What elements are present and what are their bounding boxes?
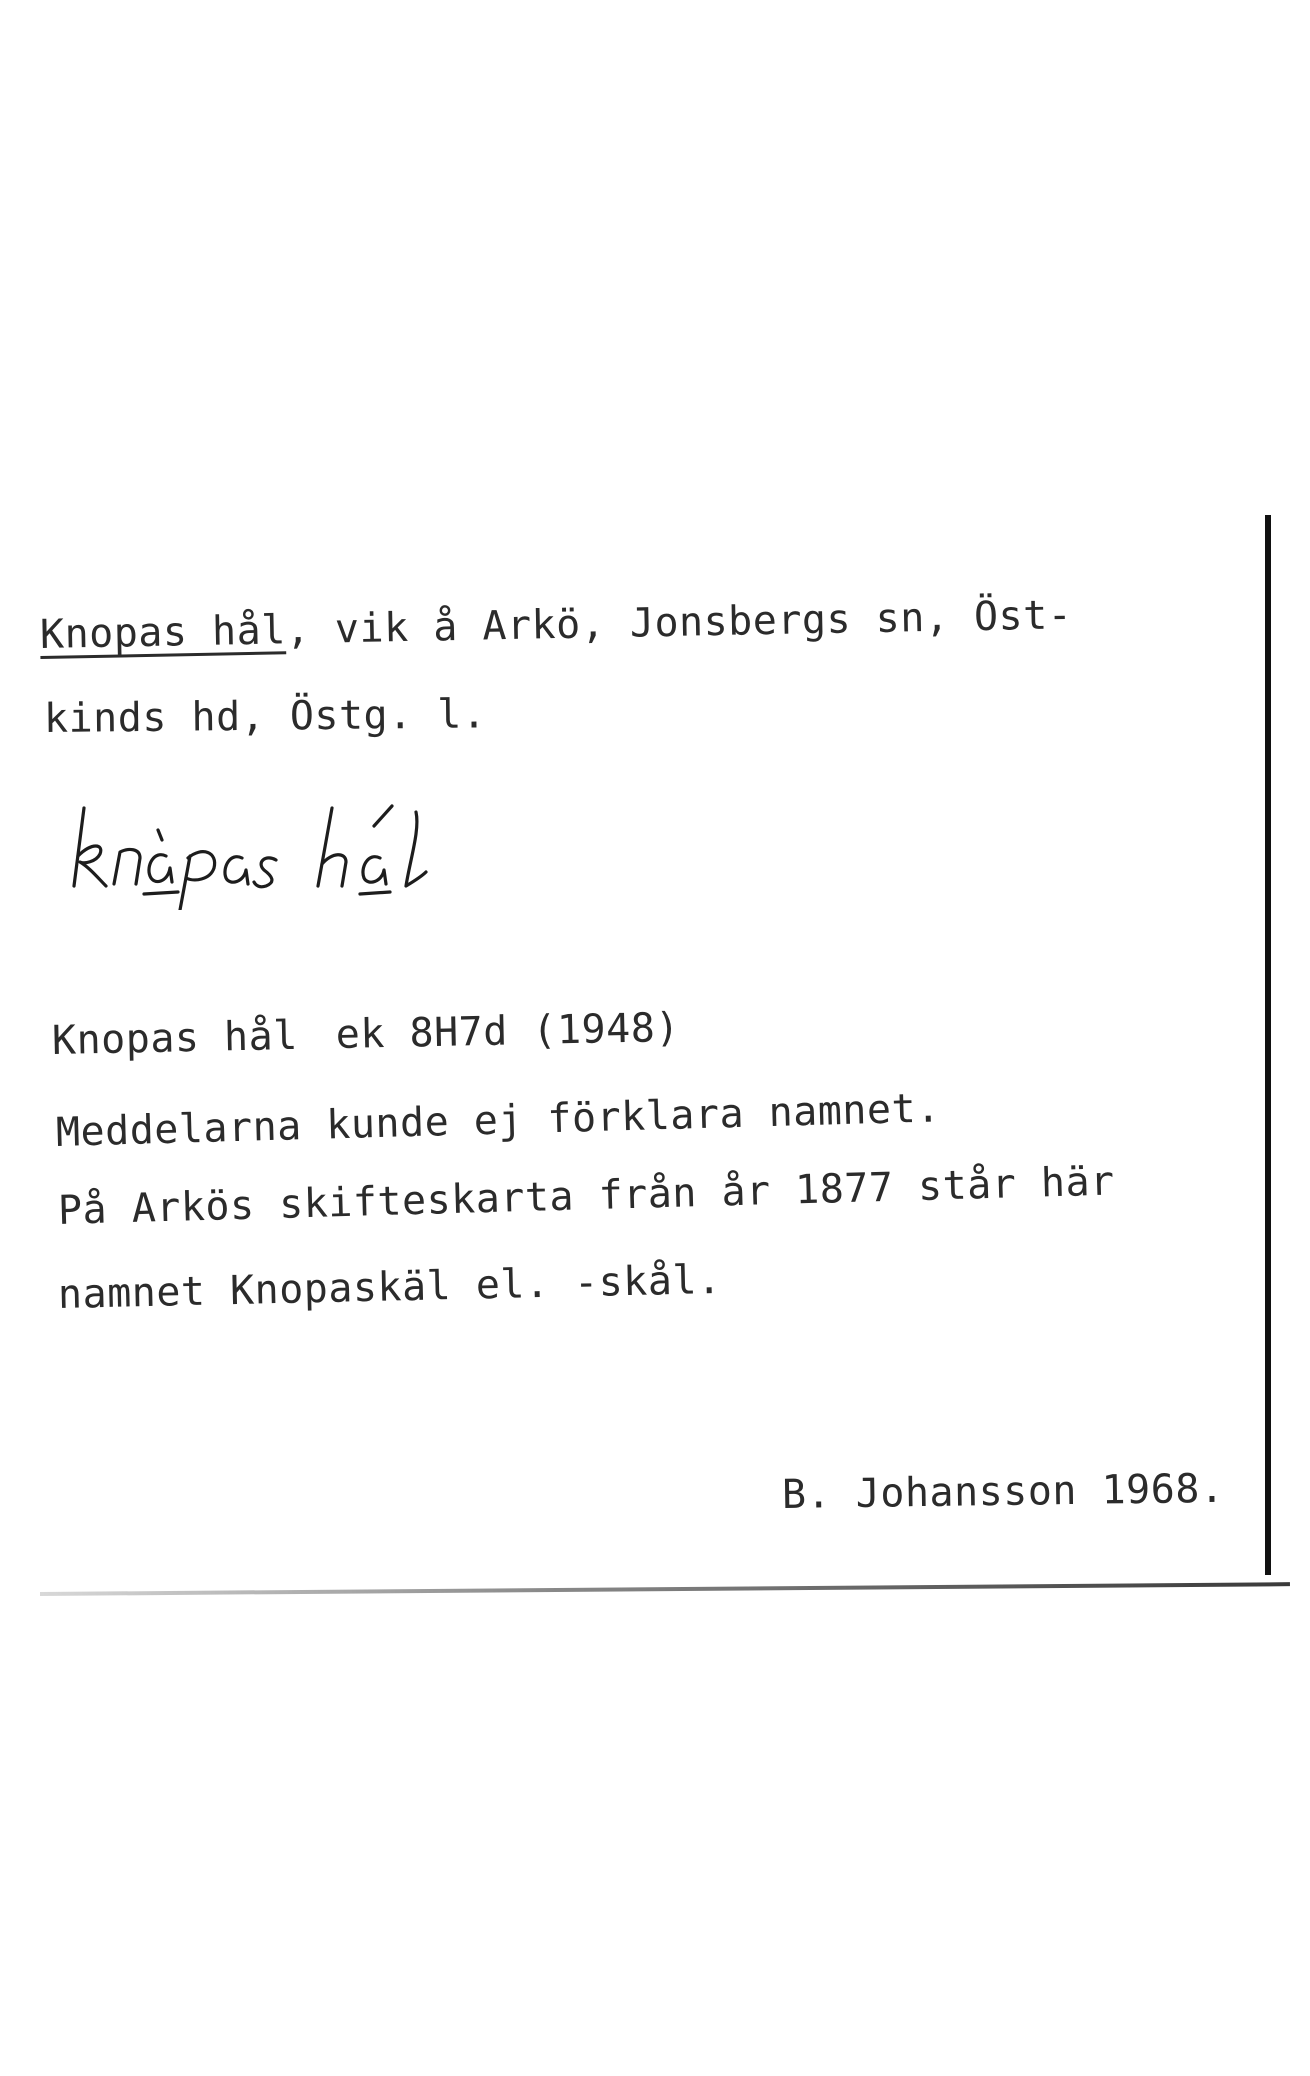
heading-description: , vik å Arkö, Jonsbergs sn, Öst- bbox=[285, 592, 1073, 654]
note-line-3: namnet Knopaskäl el. -skål. bbox=[57, 1256, 723, 1318]
note-line-1: Meddelarna kunde ej förklara namnet. bbox=[55, 1085, 942, 1156]
card-right-edge bbox=[1265, 515, 1271, 1575]
reference-name: Knopas hål bbox=[51, 1012, 299, 1064]
note-line-2: På Arkös skifteskarta från år 1877 står här bbox=[57, 1158, 1116, 1234]
handwritten-pronunciation bbox=[70, 790, 550, 910]
reference-code: ek 8H7d (1948) bbox=[335, 1004, 681, 1059]
place-name: Knopas hål bbox=[39, 607, 287, 658]
signature: B. Johansson 1968. bbox=[781, 1465, 1225, 1518]
heading-line-2: kinds hd, Östg. l. bbox=[43, 691, 487, 742]
